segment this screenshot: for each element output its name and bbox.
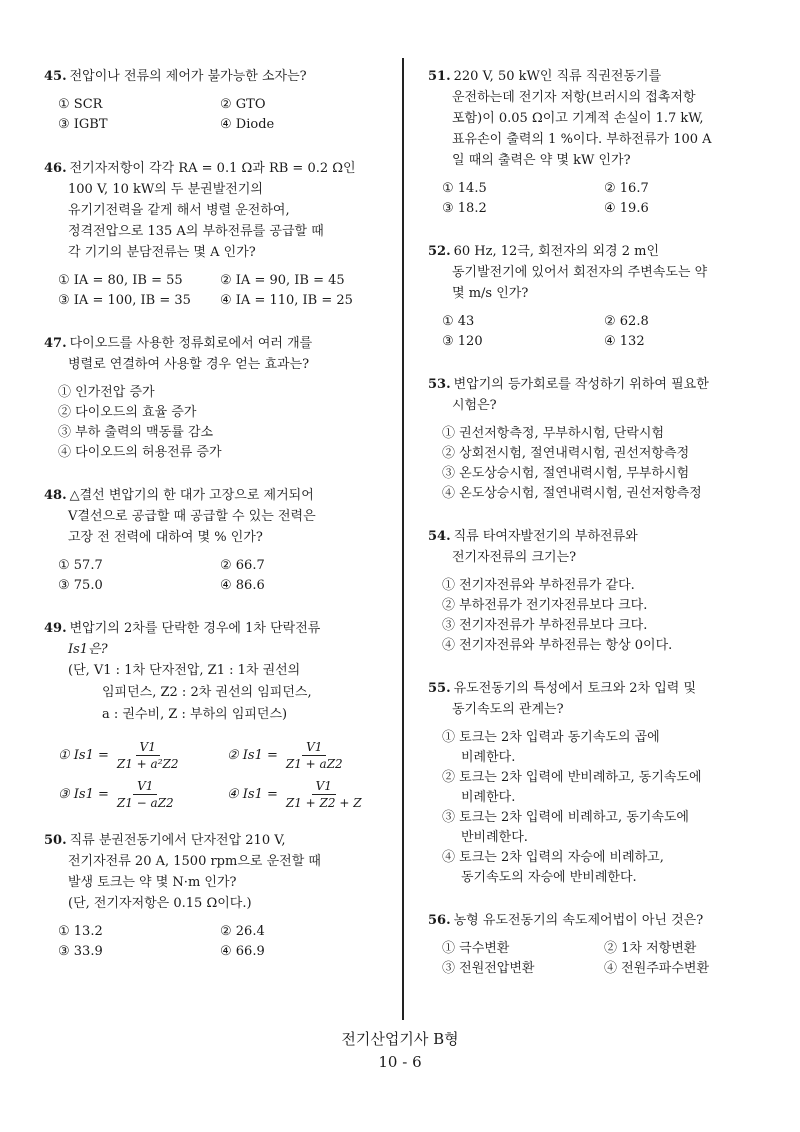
fraction: $\frac{V1}{Z1 + Z2 + Z}$	[285, 779, 362, 810]
options	[44, 271, 382, 311]
question-text: 고장 전 전력에 대하여 몇 % 인가?	[68, 530, 263, 545]
question-text: 운전하는데 전기자 저항(브러시의 접촉저항	[452, 90, 696, 105]
question-53	[428, 374, 766, 504]
options	[44, 95, 382, 135]
question-text: 농형 유도전동기의 속도제어법이 아닌 것은?	[453, 913, 704, 928]
question-text: 직류 분권전동기에서 단자전압 210 V,	[69, 833, 286, 848]
question-text: 100 V, 10 kW의 두 분권발전기의	[68, 182, 263, 197]
question-text: 유도전동기의 특성에서 토크와 2차 입력 및	[453, 681, 697, 696]
page-footer	[0, 1028, 800, 1073]
question-text: 유기기전력을 같게 해서 병렬 운전하여,	[68, 203, 290, 218]
right-column	[428, 66, 766, 979]
question-text: 변압기의 등가회로를 작성하기 위하여 필요한	[453, 377, 709, 392]
option-1[interactable]: ① 57.7	[58, 558, 103, 573]
question-text: 포함)이 0.05 Ω이고 기계적 손실이 1.7 kW,	[452, 111, 704, 126]
option-2[interactable]: ② 다이오드의 효율 증가	[58, 405, 197, 420]
formula-options	[44, 740, 382, 810]
option-1[interactable]: ① Is1 = $\frac{V1}{\text{Z1 + a²Z2}}$	[44, 740, 213, 771]
option-2[interactable]: ② IA = 90, IB = 45	[220, 273, 345, 288]
question-text: 몇 m/s 인가?	[452, 286, 529, 301]
question-text: 직류 타여자발전기의 부하전류와	[453, 529, 638, 544]
question-number: 50.	[44, 833, 67, 848]
question-number: 55.	[428, 681, 451, 696]
fraction: $\frac{V1}{Z1 + aZ2}$	[285, 740, 343, 771]
options	[44, 922, 382, 962]
question-text: △결선 변압기의 한 대가 고장으로 제거되어	[69, 488, 314, 503]
option-3-continued[interactable]: 반비례한다.	[461, 830, 528, 845]
question-number: 45.	[44, 69, 67, 84]
option-2[interactable]: ② Is1 = $\frac{V1}{Z1 + aZ2}$	[213, 740, 382, 771]
option-1[interactable]: ① 권선저항측정, 무부하시험, 단락시험	[442, 426, 665, 441]
option-4[interactable]: ④ 86.6	[220, 578, 265, 593]
option-3[interactable]: ③ 토크는 2차 입력에 비례하고, 동기속도에	[442, 810, 689, 825]
option-2-continued[interactable]: 비례한다.	[461, 790, 516, 805]
question-46	[44, 158, 382, 311]
question-text: 정격전압으로 135 A의 부하전류를 공급할 때	[68, 224, 324, 239]
condition-note: a : 권수비, Z : 부하의 임피던스)	[102, 707, 288, 722]
question-text: 발생 토크는 약 몇 N·m 인가?	[68, 875, 237, 890]
question-number: 53.	[428, 377, 451, 392]
option-4[interactable]: ④ 전기자전류와 부하전류는 항상 0이다.	[442, 638, 673, 653]
question-56	[428, 910, 766, 979]
question-text: V결선으로 공급할 때 공급할 수 있는 전력은	[68, 509, 316, 524]
condition-note: 임피던스, Z2 : 2차 권선의 임피던스,	[102, 685, 312, 700]
question-number: 48.	[44, 488, 67, 503]
column-divider	[402, 58, 404, 1020]
page-number: 10 - 6	[378, 1053, 422, 1071]
question-45	[44, 66, 382, 135]
option-2[interactable]: ② 26.4	[220, 924, 265, 939]
question-text: 표유손이 출력의 1 %이다. 부하전류가 100 A	[452, 132, 712, 147]
option-4[interactable]: ④ 19.6	[604, 201, 649, 216]
option-1[interactable]: ① 인가전압 증가	[58, 385, 155, 400]
question-text: 시험은?	[452, 398, 497, 413]
question-text: 변압기의 2차를 단락한 경우에 1차 단락전류	[69, 621, 321, 636]
option-2[interactable]: ② 16.7	[604, 181, 649, 196]
option-2[interactable]: ② 62.8	[604, 314, 649, 329]
option-3[interactable]: ③ IA = 100, IB = 35	[58, 293, 191, 308]
option-3[interactable]: ③ 전기자전류가 부하전류보다 크다.	[442, 618, 648, 633]
question-52	[428, 241, 766, 352]
question-text: 전압이나 전류의 제어가 불가능한 소자는?	[69, 69, 307, 84]
question-text: 일 때의 출력은 약 몇 kW 인가?	[452, 153, 631, 168]
option-1[interactable]: ① 전기자전류와 부하전류가 같다.	[442, 578, 635, 593]
option-3[interactable]: ③ IGBT	[58, 117, 108, 132]
option-1-continued[interactable]: 비례한다.	[461, 750, 516, 765]
question-text: 220 V, 50 kW인 직류 직권전동기를	[453, 69, 662, 84]
option-3[interactable]: ③ 전원전압변환	[442, 961, 535, 976]
option-1[interactable]: ① 토크는 2차 입력과 동기속도의 곱에	[442, 730, 660, 745]
option-2[interactable]: ② GTO	[220, 97, 266, 112]
options	[44, 556, 382, 596]
question-text: 60 Hz, 12극, 회전자의 외경 2 m인	[453, 244, 660, 259]
options	[44, 383, 382, 463]
question-number: 49.	[44, 621, 67, 636]
question-48	[44, 485, 382, 596]
option-1[interactable]: ① 14.5	[442, 181, 487, 196]
option-2[interactable]: ② 상회전시험, 절연내력시험, 권선저항측정	[442, 446, 690, 461]
question-number: 51.	[428, 69, 451, 84]
option-1[interactable]: ① 43	[442, 314, 475, 329]
question-number: 52.	[428, 244, 451, 259]
options	[428, 939, 766, 979]
option-1[interactable]: ① 극수변환	[442, 941, 510, 956]
options	[428, 179, 766, 219]
left-column	[44, 66, 382, 962]
option-4[interactable]: ④ IA = 110, IB = 25	[220, 293, 353, 308]
options	[428, 576, 766, 656]
question-text: Is1은?	[68, 642, 108, 657]
option-3[interactable]: ③ 부하 출력의 맥동률 감소	[58, 425, 214, 440]
question-number: 56.	[428, 913, 451, 928]
exam-title: 전기산업기사 B형	[341, 1030, 459, 1048]
option-4-continued[interactable]: 동기속도의 자승에 반비례한다.	[461, 870, 637, 885]
question-49	[44, 618, 382, 810]
question-55	[428, 678, 766, 888]
option-3[interactable]: ③ 온도상승시험, 절연내력시험, 무부하시험	[442, 466, 690, 481]
option-4[interactable]: ④ 전원주파수변환	[604, 961, 710, 976]
question-54	[428, 526, 766, 656]
fraction: $\frac{V1}{Z1 - aZ2}$	[116, 779, 174, 810]
option-1[interactable]: ① SCR	[58, 97, 103, 112]
options	[428, 424, 766, 504]
question-number: 47.	[44, 336, 67, 351]
options	[428, 312, 766, 352]
option-4[interactable]: ④ 토크는 2차 입력의 자승에 비례하고,	[442, 850, 664, 865]
question-51	[428, 66, 766, 219]
option-2[interactable]: ② 1차 저항변환	[604, 941, 697, 956]
condition-note: (단, V1 : 1차 단자전압, Z1 : 1차 권선의	[68, 663, 301, 678]
option-4[interactable]: ④ 66.9	[220, 944, 265, 959]
option-4[interactable]: ④ 다이오드의 허용전류 증가	[58, 445, 222, 460]
option-4[interactable]: ④ Diode	[220, 117, 275, 132]
option-3[interactable]: ③ 75.0	[58, 578, 103, 593]
question-text: 병렬로 연결하여 사용할 경우 얻는 효과는?	[68, 357, 310, 372]
option-3[interactable]: ③ 33.9	[58, 944, 103, 959]
question-text: 전기자저항이 각각 RA = 0.1 Ω과 RB = 0.2 Ω인	[69, 161, 356, 176]
question-number: 46.	[44, 161, 67, 176]
option-3[interactable]: ③ 18.2	[442, 201, 487, 216]
question-text: 전기자전류의 크기는?	[452, 550, 577, 565]
question-text: 동기발전기에 있어서 회전자의 주변속도는 약	[452, 265, 708, 280]
question-text: 동기속도의 관계는?	[452, 702, 564, 717]
option-2[interactable]: ② 토크는 2차 입력에 반비례하고, 동기속도에	[442, 770, 702, 785]
question-text: 전기자전류 20 A, 1500 rpm으로 운전할 때	[68, 854, 321, 869]
option-4[interactable]: ④ Is1 = $\frac{V1}{Z1 + Z2 + Z}$	[213, 779, 382, 810]
option-3[interactable]: ③ 120	[442, 334, 483, 349]
question-text: 각 기기의 분담전류는 몇 A 인가?	[68, 245, 256, 260]
option-1[interactable]: ① 13.2	[58, 924, 103, 939]
option-3[interactable]: ③ Is1 = $\frac{V1}{Z1 - aZ2}$	[44, 779, 213, 810]
option-4[interactable]: ④ 온도상승시험, 절연내력시험, 권선저항측정	[442, 486, 702, 501]
condition-note: (단, 전기자저항은 0.15 Ω이다.)	[68, 896, 252, 911]
question-47	[44, 333, 382, 463]
option-2[interactable]: ② 부하전류가 전기자전류보다 크다.	[442, 598, 648, 613]
fraction: $\frac{V1}{\text{Z1 + a²Z2}}$	[116, 740, 179, 771]
question-number: 54.	[428, 529, 451, 544]
option-2[interactable]: ② 66.7	[220, 558, 265, 573]
question-text: 다이오드를 사용한 정류회로에서 여러 개를	[69, 336, 313, 351]
option-1[interactable]: ① IA = 80, IB = 55	[58, 273, 183, 288]
question-50	[44, 830, 382, 962]
options	[428, 728, 766, 888]
option-4[interactable]: ④ 132	[604, 334, 645, 349]
